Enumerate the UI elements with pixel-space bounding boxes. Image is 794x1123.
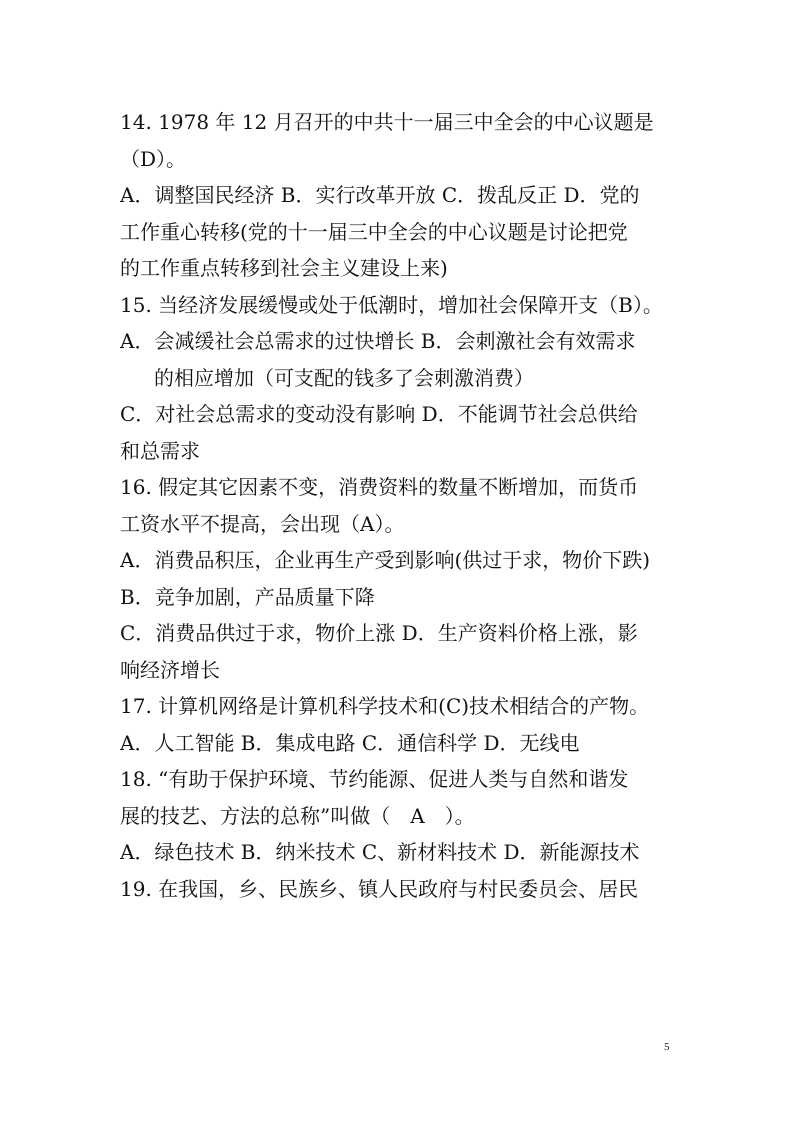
- text-line: 14. 1978 年 12 月召开的中共十一届三中全会的中心议题是: [120, 110, 654, 134]
- text-line: 工资水平不提高，会出现（A）。: [120, 511, 405, 536]
- text-line: 展的技艺、方法的总称”叫做（ A ）。: [120, 803, 475, 828]
- text-line-indented: 的相应增加（可支配的钱多了会刺激消费）: [154, 365, 534, 390]
- text-line: 19. 在我国，乡、民族乡、镇人民政府与村民委员会、居民: [120, 876, 639, 901]
- text-line: 响经济增长: [120, 657, 220, 682]
- text-line: 的工作重点转移到社会主义建设上来): [120, 256, 448, 280]
- text-line: 16. 假定其它因素不变，消费资料的数量不断增加，而货币: [120, 475, 639, 499]
- text-line: 和总需求: [120, 438, 200, 463]
- text-line: 15. 当经济发展缓慢或处于低潮时，增加社会保障开支（B）。: [120, 292, 663, 317]
- text-line: A．人工智能 B．集成电路 C．通信科学 D．无线电: [120, 730, 580, 755]
- document-body: [120, 104, 675, 907]
- text-line: A．绿色技术 B．纳米技术 C、新材料技术 D．新能源技术: [120, 840, 640, 864]
- text-line: A．会减缓社会总需求的过快增长 B．会刺激社会有效需求: [120, 329, 636, 353]
- text-line: B．竞争加剧，产品质量下降: [120, 584, 375, 609]
- page-number: 5: [664, 1041, 670, 1053]
- text-line: C．消费品供过于求，物价上涨 D．生产资料价格上涨，影: [120, 621, 638, 645]
- text-line: 工作重心转移(党的十一届三中全会的中心议题是讨论把党: [120, 219, 628, 244]
- text-line: 18. “有助于保护环境、节约能源、促进人类与自然和谐发: [120, 767, 629, 791]
- text-line: 17. 计算机网络是计算机科学技术和(C)技术相结合的产物。: [120, 694, 650, 718]
- text-line: A．调整国民经济 B．实行改革开放 C．拨乱反正 D．党的: [120, 183, 640, 207]
- text-line: C．对社会总需求的变动没有影响 D．不能调节社会总供给: [120, 402, 638, 426]
- text-line: A．消费品积压，企业再生产受到影响(供过于求，物价下跌): [120, 548, 651, 572]
- text-line: （D）。: [120, 146, 187, 171]
